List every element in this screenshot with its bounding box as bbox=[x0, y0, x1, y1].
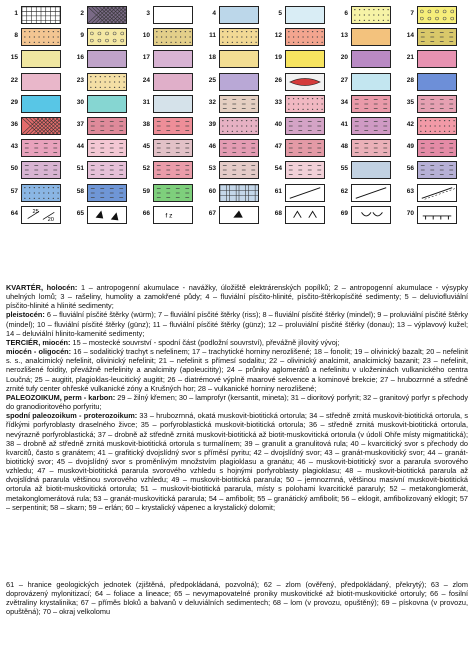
lithology-swatch bbox=[153, 28, 193, 46]
swatch-number: 37 bbox=[76, 121, 84, 128]
lithology-swatch bbox=[153, 95, 193, 113]
legend-swatch-item bbox=[204, 117, 261, 136]
swatch-number: 30 bbox=[76, 98, 84, 106]
legend-swatch-item bbox=[138, 6, 195, 25]
legend-heading: miocén - oligocén: bbox=[6, 347, 72, 357]
lithology-swatch bbox=[351, 117, 391, 135]
swatch-number: 35 bbox=[406, 98, 414, 106]
lithology-swatch bbox=[219, 73, 259, 91]
swatch-number: 61 bbox=[274, 187, 282, 195]
swatch-number: 39 bbox=[208, 121, 216, 128]
lithology-swatch bbox=[285, 95, 325, 113]
swatch-number: 11 bbox=[209, 32, 216, 40]
lithology-swatch bbox=[351, 206, 391, 224]
swatch-number: 38 bbox=[142, 121, 150, 128]
legend-swatch-item bbox=[270, 184, 327, 203]
symbols-legend-text bbox=[6, 580, 468, 617]
lithology-swatch bbox=[351, 73, 391, 91]
swatch-number: 56 bbox=[406, 165, 414, 173]
legend-swatch-item bbox=[6, 28, 63, 47]
lithology-swatch bbox=[285, 28, 325, 46]
legend-swatch-item bbox=[270, 95, 327, 114]
legend-heading: TERCIÉR, miocén: bbox=[6, 337, 71, 347]
swatch-number: 27 bbox=[340, 76, 348, 84]
lithology-swatch bbox=[153, 206, 193, 224]
legend-swatch-item bbox=[138, 95, 195, 114]
swatch-number: 63 bbox=[406, 187, 414, 195]
lithology-swatch bbox=[153, 73, 193, 91]
swatch-number: 69 bbox=[340, 209, 348, 217]
legend-swatch-item bbox=[336, 95, 393, 114]
swatch-number: 50 bbox=[10, 165, 18, 173]
swatch-number: 42 bbox=[406, 121, 414, 128]
legend-swatch-item bbox=[138, 161, 195, 180]
lithology-swatch bbox=[285, 50, 325, 68]
legend-swatch-item bbox=[6, 184, 63, 203]
lithology-swatch bbox=[87, 117, 127, 135]
legend-swatch-item bbox=[6, 139, 63, 158]
legend-swatch-item bbox=[336, 161, 393, 180]
legend-heading: pleistocén: bbox=[6, 310, 45, 320]
legend-swatch-item bbox=[138, 139, 195, 158]
legend-swatch-item bbox=[72, 50, 129, 69]
swatch-number: 17 bbox=[142, 54, 150, 62]
swatch-number: 2 bbox=[80, 10, 84, 17]
swatch-number: 7 bbox=[410, 10, 414, 17]
legend-text bbox=[6, 283, 468, 512]
lithology-swatch bbox=[219, 206, 259, 224]
legend-swatch-item bbox=[72, 73, 129, 92]
legend-body: 6 – fluviální písčité štěrky (würm); 7 – fluviální písčité štěrky (riss); 8 – fluviální písčité štěrky (mindel); 9 – proluviální písčité štěrky (mindel); 10 – fluviální písčité štěrky (günz); 11 – fluviální písčité štěrky (günz); 12 – proluviální písčité štěrky (donau); 13 – výplavový kužel; 14 – deluviální hlinito-kamenité sedimenty; bbox=[6, 310, 468, 338]
legend-body: 33 – hrubozrnná, okatá muskovit-biotitická ortorula; 34 – středně zrnitá muskovit-biotitická ortorula, s řídkými porfyroblasty draselného živce; 35 – porfyroblastická muskovit-biotitická ortorula; 36 – středně zrnitá muskovit-biotitická ortorula, nevýrazně porfyroblastická; 37 – drobně až středně zrnitá muskovit-biotitická až biotit-muskovitická ortorula (v údolí Ohře místy migmatitická); 38 – drobně až středně zrnitá muskovit-biotitická ortorula s turmalínem; 39 – granulit a granulitová rula; 40 – kvarcitický svor s přechody do kvarcitů, často s granátem; 41 – grafitický dvojslídný svor s příměsí pyritu; 42 – dvojslídný svor; 43 – granát-muskovitický svor; 44 – granát-biotitický svor; 45 – dvojslídný svor s proměnlivým množstvím plagioklasu a granátu; 46 – muskovit-biotitický svor a pararula svorového vzhledu; 47 – muskovit-biotitická pararula svorového vzhledu s hojnými porfyroblasty plagioklasu; 48 – muskovit-biotitická pararula až dvojslídná pararula většinou svorového vzhledu; 49 – muskovit-biotitická pararula; 50 – jemnozrnná, většinou masivní muskovit-biotitická ortorula až biotit-muskovitická ortorula; 51 – muskovit-biotitická pararula, místy s polohami kvarcitické pararuly; 52 – metakonglomerát, metakonglomerátová rula; 53 – granát-muskovitická pararula; 54 – amfibolit; 55 – granátický amfibolit; 56 – eklogit, amfibolizovaný eklogit; 57 – serpentinit; 58 – skarn; 59 – erlán; 60 – krystalický vápenec a krystalický dolomit; bbox=[6, 411, 468, 512]
lithology-swatch bbox=[219, 6, 259, 24]
legend-swatch-item bbox=[402, 73, 459, 92]
lithology-swatch bbox=[87, 206, 127, 224]
swatch-number: 65 bbox=[76, 209, 84, 217]
legend-paragraph bbox=[6, 393, 468, 411]
swatch-number: 23 bbox=[76, 76, 84, 84]
legend-swatch-item bbox=[204, 28, 261, 47]
legend-swatch-item bbox=[138, 206, 195, 225]
legend-swatch-item bbox=[402, 206, 459, 225]
lithology-swatch bbox=[87, 139, 127, 157]
swatch-number: 32 bbox=[208, 98, 216, 106]
swatch-number: 34 bbox=[340, 98, 348, 106]
swatch-number: 14 bbox=[406, 32, 414, 40]
lithology-swatch bbox=[21, 95, 61, 113]
legend-swatch-item bbox=[336, 206, 393, 225]
lithology-swatch bbox=[219, 117, 259, 135]
swatch-number: 62 bbox=[340, 187, 348, 195]
lithology-swatch bbox=[351, 95, 391, 113]
legend-swatch-item bbox=[204, 139, 261, 158]
lithology-swatch bbox=[285, 6, 325, 24]
legend-swatch-item bbox=[204, 50, 261, 69]
legend-body: 15 – mostecké souvrství - spodní část (podložní souvrství), převážně jílovitý vývoj; bbox=[70, 337, 340, 347]
foliation-dip-label: 25 bbox=[32, 209, 39, 215]
lithology-swatch bbox=[285, 206, 325, 224]
legend-swatch-item bbox=[6, 6, 63, 25]
lithology-swatch bbox=[351, 161, 391, 179]
symbols-paragraph: 61 – hranice geologických jednotek (zjištěná, předpokládaná, pozvolná); 62 – zlom (ověřený, předpokládaný, překrytý); 63 – zlom doprovázený mylonitizací; 64 – foliace a lineace; 65 – nevymapovatelné proniky muskovitické až biotit-muskovitické ortoruly; 66 – fosilní zvětraliny krystalinika; 67 – příměs bloků a balvanů v deluviálních sedimentech; 68 – lom (v provozu, opuštěný); 69 – pískovna (v provozu, opuštěná); 70 – okraj velkolomu bbox=[6, 580, 468, 617]
swatch-number: 24 bbox=[142, 76, 150, 84]
lithology-swatch bbox=[219, 184, 259, 202]
legend-swatch-item bbox=[336, 6, 393, 25]
legend-swatch-item bbox=[6, 50, 63, 69]
swatch-number: 12 bbox=[274, 32, 282, 40]
lithology-swatch bbox=[21, 50, 61, 68]
swatch-number: 26 bbox=[274, 76, 282, 84]
lithology-swatch bbox=[153, 139, 193, 157]
swatch-number: 15 bbox=[10, 54, 18, 62]
swatch-number: 36 bbox=[10, 121, 18, 128]
lithology-swatch bbox=[87, 6, 127, 24]
legend-swatch-item bbox=[270, 139, 327, 158]
legend-body: 16 – sodalitický trachyt s nefelinem; 17 – trachytické horniny nerozlišené; 18 – fonolit; 19 – olivinický bazalt; 20 – nefelinit s. s., analcimický nefelinit, olivinický nefelinit; 21 – nefelinit s přímesí sodalitu; 22 – olivinický analcimit, analcimický bazanit; 23 – nefelinit, nerozlišené foidity, převážně nefelinity a analcimity (apoleucitity); 24 – průniky aglomerátů a nefelinitu v uloženinách vulkanického centra Loučná; 25 – augitit, plagioklas-leucitický augitit; 26 – diatrémové výplně maarové sekvence a kominové brekcie; 27 – hrubozrnné a středně zrnité tufy center ohřeské vulkanické zóny a Krušných hor; 28 – vulkanické horniny nerozlišené; bbox=[6, 347, 468, 393]
swatch-number: 21 bbox=[406, 54, 414, 62]
legend-swatch-item bbox=[336, 139, 393, 158]
legend-swatch-item bbox=[270, 73, 327, 92]
legend-swatch-item bbox=[138, 184, 195, 203]
lithology-swatch bbox=[87, 73, 127, 91]
swatch-number: 58 bbox=[76, 187, 84, 195]
legend-swatch-item bbox=[6, 161, 63, 180]
lithology-swatch bbox=[21, 184, 61, 202]
legend-swatch-item bbox=[72, 184, 129, 203]
legend-swatch-item bbox=[402, 161, 459, 180]
swatch-number: 19 bbox=[274, 54, 282, 62]
swatch-number: 46 bbox=[208, 143, 216, 151]
swatch-number: 28 bbox=[406, 76, 414, 84]
lithology-swatch bbox=[285, 73, 325, 91]
lithology-swatch bbox=[351, 28, 391, 46]
legend-swatch-item bbox=[138, 117, 195, 136]
swatch-number: 1 bbox=[14, 10, 18, 17]
lithology-swatch bbox=[417, 95, 457, 113]
lithology-swatch bbox=[417, 50, 457, 68]
lithology-swatch bbox=[21, 206, 61, 224]
legend-paragraph bbox=[6, 283, 468, 310]
lithology-swatch bbox=[351, 6, 391, 24]
legend-swatch-item bbox=[270, 6, 327, 25]
legend-swatch-item bbox=[402, 95, 459, 114]
lithology-swatch bbox=[21, 73, 61, 91]
lithology-swatch bbox=[219, 161, 259, 179]
legend-swatch-item bbox=[72, 28, 129, 47]
swatch-number: 22 bbox=[10, 76, 18, 84]
legend-swatch-item bbox=[72, 161, 129, 180]
swatch-number: 40 bbox=[274, 121, 282, 128]
lithology-swatch bbox=[87, 184, 127, 202]
lithology-swatch bbox=[153, 184, 193, 202]
swatch-number: 25 bbox=[208, 76, 216, 84]
swatch-number: 6 bbox=[344, 10, 348, 17]
legend-swatch-item bbox=[204, 206, 261, 225]
legend-swatch-item bbox=[270, 161, 327, 180]
lithology-swatch bbox=[21, 139, 61, 157]
legend-swatch-item bbox=[6, 73, 63, 92]
lithology-swatch bbox=[219, 95, 259, 113]
legend-swatch-item bbox=[72, 139, 129, 158]
lithology-swatch bbox=[219, 28, 259, 46]
swatch-number: 60 bbox=[208, 187, 216, 195]
swatch-number: 9 bbox=[80, 32, 84, 40]
lithology-swatch bbox=[21, 28, 61, 46]
legend-swatch-item bbox=[138, 50, 195, 69]
lineation-dip-label: 20 bbox=[47, 217, 54, 223]
lithology-swatch bbox=[417, 206, 457, 224]
swatch-number: 5 bbox=[278, 10, 282, 17]
swatch-number: 44 bbox=[76, 143, 84, 151]
lithology-swatch bbox=[21, 6, 61, 24]
lithology-swatch bbox=[87, 50, 127, 68]
legend-swatch-item bbox=[336, 117, 393, 136]
swatch-number: 31 bbox=[142, 98, 150, 106]
legend-swatch-item bbox=[72, 206, 129, 225]
legend-swatch-item bbox=[204, 184, 261, 203]
weathering-symbol-label: f z bbox=[165, 212, 173, 220]
swatch-number: 57 bbox=[10, 187, 18, 195]
swatch-number: 67 bbox=[208, 209, 216, 217]
legend-swatch-item bbox=[270, 28, 327, 47]
swatch-number: 3 bbox=[146, 10, 150, 17]
legend-paragraph bbox=[6, 411, 468, 512]
lithology-swatch bbox=[219, 50, 259, 68]
lithology-swatch bbox=[285, 161, 325, 179]
swatch-number: 20 bbox=[340, 54, 348, 62]
legend-swatch-grid bbox=[6, 6, 468, 274]
legend-swatch-item bbox=[204, 95, 261, 114]
legend-swatch-item bbox=[204, 73, 261, 92]
lithology-swatch bbox=[417, 117, 457, 135]
legend-swatch-item bbox=[270, 50, 327, 69]
swatch-number: 33 bbox=[274, 98, 282, 106]
swatch-number: 13 bbox=[340, 32, 348, 40]
swatch-number: 70 bbox=[406, 209, 414, 217]
lithology-swatch bbox=[285, 184, 325, 202]
swatch-number: 54 bbox=[274, 165, 282, 173]
legend-swatch-item bbox=[336, 50, 393, 69]
lithology-swatch bbox=[87, 161, 127, 179]
lithology-swatch bbox=[417, 28, 457, 46]
swatch-number: 52 bbox=[142, 165, 150, 173]
legend-paragraph bbox=[6, 338, 468, 347]
legend-paragraph bbox=[6, 310, 468, 337]
legend-swatch-item bbox=[72, 6, 129, 25]
legend-swatch-item bbox=[336, 184, 393, 203]
lithology-swatch bbox=[417, 6, 457, 24]
swatch-number: 18 bbox=[208, 54, 216, 62]
swatch-number: 47 bbox=[274, 143, 282, 151]
swatch-number: 43 bbox=[10, 143, 18, 151]
lithology-swatch bbox=[417, 184, 457, 202]
swatch-number: 48 bbox=[340, 143, 348, 151]
lithology-swatch bbox=[153, 6, 193, 24]
swatch-number: 10 bbox=[142, 32, 150, 40]
lithology-swatch bbox=[285, 117, 325, 135]
swatch-number: 64 bbox=[10, 209, 18, 217]
legend-swatch-item bbox=[138, 28, 195, 47]
swatch-number: 29 bbox=[10, 98, 18, 106]
legend-swatch-item bbox=[402, 28, 459, 47]
legend-swatch-item bbox=[204, 161, 261, 180]
legend-body: 29 – žilný křemen; 30 – lamprofyr (kersantit, mineta); 31 – dioritový porfyrit; 32 – granitový porfyr s přechody do granodioritového porfyritu; bbox=[6, 392, 468, 412]
lithology-swatch bbox=[351, 50, 391, 68]
lithology-swatch bbox=[219, 139, 259, 157]
lithology-swatch bbox=[87, 28, 127, 46]
lithology-swatch bbox=[417, 161, 457, 179]
legend-swatch-item bbox=[402, 139, 459, 158]
legend-swatch-item bbox=[72, 95, 129, 114]
lithology-swatch bbox=[153, 117, 193, 135]
swatch-number: 16 bbox=[76, 54, 84, 62]
legend-swatch-item bbox=[204, 6, 261, 25]
legend-swatch-item bbox=[402, 50, 459, 69]
swatch-number: 49 bbox=[406, 143, 414, 151]
swatch-number: 4 bbox=[212, 10, 216, 17]
legend-swatch-item bbox=[138, 73, 195, 92]
swatch-number: 51 bbox=[76, 165, 84, 173]
swatch-number: 66 bbox=[142, 209, 150, 217]
legend-swatch-item bbox=[402, 117, 459, 136]
legend-swatch-item bbox=[336, 73, 393, 92]
legend-swatch-item bbox=[6, 206, 63, 225]
lithology-swatch bbox=[417, 139, 457, 157]
lithology-swatch bbox=[153, 161, 193, 179]
legend-swatch-item bbox=[402, 184, 459, 203]
legend-swatch-item bbox=[402, 6, 459, 25]
lithology-swatch bbox=[285, 139, 325, 157]
lithology-swatch bbox=[21, 161, 61, 179]
swatch-number: 8 bbox=[14, 32, 18, 40]
swatch-number: 55 bbox=[340, 165, 348, 173]
legend-swatch-item bbox=[270, 117, 327, 136]
legend-heading: spodní paleozoikum - proterozoikum: bbox=[6, 411, 138, 421]
legend-swatch-item bbox=[6, 95, 63, 114]
swatch-number: 53 bbox=[208, 165, 216, 173]
lithology-swatch bbox=[153, 50, 193, 68]
swatch-number: 68 bbox=[274, 209, 282, 217]
legend-paragraph bbox=[6, 347, 468, 393]
legend-swatch-item bbox=[336, 28, 393, 47]
lithology-swatch bbox=[21, 117, 61, 135]
legend-body: 1 – antropogenní akumulace - navážky, úložiště elektrárenských popílků; 2 – antropogenní akumulace - výsypky uhelných lomů; 3 – rašeliny, humolity a zamokřené půdy; 4 – fluviální písčito-hlinité, písčito-štěrkopísčité sedimenty; 5 – deluviofluviální písčito-hlinité a hlinité sedimenty; bbox=[6, 283, 468, 311]
lithology-swatch bbox=[87, 95, 127, 113]
legend-heading: KVARTÉR, holocén: bbox=[6, 283, 78, 292]
legend-heading: PALEOZOIKUM, perm - karbon: bbox=[6, 392, 116, 402]
legend-swatch-item bbox=[270, 206, 327, 225]
legend-swatch-item bbox=[72, 117, 129, 136]
lithology-swatch bbox=[351, 139, 391, 157]
swatch-number: 59 bbox=[142, 187, 150, 195]
swatch-number: 41 bbox=[340, 121, 348, 128]
legend-swatch-item bbox=[6, 117, 63, 136]
swatch-number: 45 bbox=[142, 143, 150, 151]
lithology-swatch bbox=[417, 73, 457, 91]
lithology-swatch bbox=[351, 184, 391, 202]
